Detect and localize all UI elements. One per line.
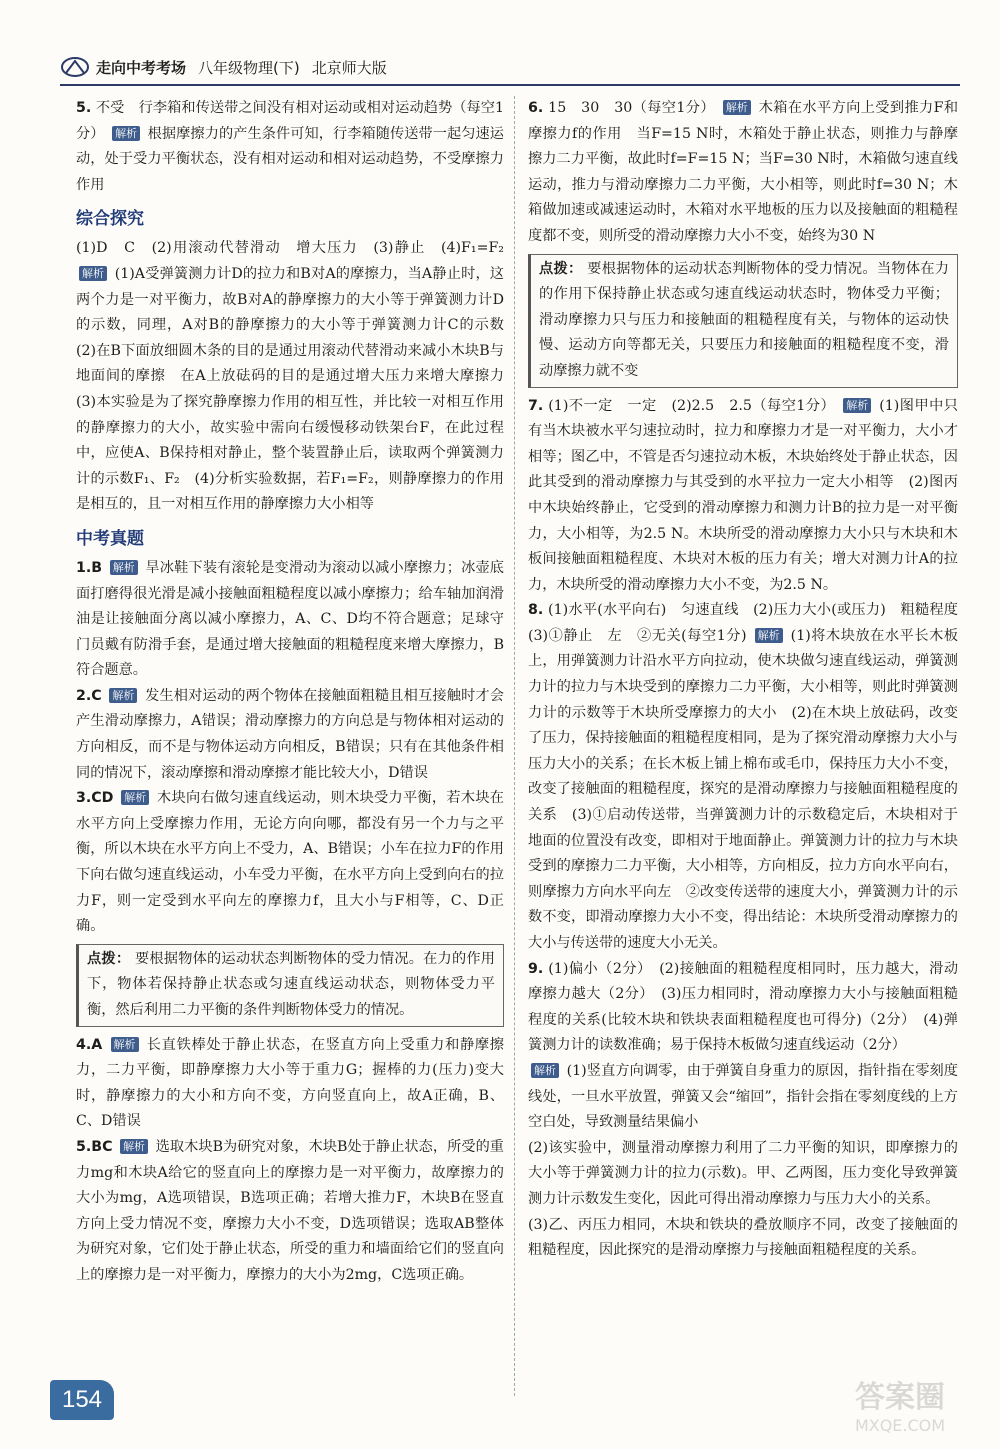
analysis-text: 长直铁棒处于静止状态，在竖直方向上受重力和静摩擦力，二力平衡，即静摩擦力大小等于重力G；握棒的力(压力)变大时，静摩擦力的大小和方向不变，方向竖直向上，故A正确，B、C、D错误 (76, 1036, 504, 1130)
answer-item-z3: 3.CD 解析 木块向右做匀速直线运动，则木块受力平衡，若木块在水平方向上受摩擦力作用，无论方向向哪，都没有另一个力与之平衡，所以木块在水平方向上不受力，A、B错误；小车在拉力F的作用下向右做匀速直线运动，小车受力平衡，在水平方向上受到向右的拉力F，则一定受到水平向左的摩擦力f，且大小与F相等，C、D正确。 (76, 790, 504, 935)
analysis-tag: 解析 (531, 1063, 559, 1078)
answer-text: (1)不一定 一定 (2)2.5 2.5（每空1分） (548, 397, 836, 414)
section-title: 综合探究 (76, 209, 144, 230)
analysis-text: 根据摩擦力的产生条件可知，行李箱随传送带一起匀速运动，处于受力平衡状态，没有相对运动和相对运动趋势，不受摩擦力作用 (76, 125, 504, 193)
tip-text: 要根据物体的运动状态判断物体的受力情况。在力的作用下，物体若保持静止状态或匀速直线运动状态，则物体受力平衡，然后利用二力平衡的条件判断物体受力的情况。 (87, 950, 495, 1018)
answer-text: 15 30 30（每空1分） (548, 100, 715, 116)
book-edition: 北京师大版 (311, 58, 387, 77)
analysis-item-9 (528, 1059, 958, 1136)
analysis-text: (1)竖直方向调零，由于弹簧自身重力的原因，指针指在零刻度线处，一旦水平放置，弹簧又会“缩回”，指针会指在零刻度线的上方空白处，导致测量结果偏小 (528, 1062, 958, 1131)
right-column (528, 96, 973, 1264)
answer-item-z1: 1.B 解析 旱冰鞋下装有滚轮是变滑动为滚动以减小摩擦力；冰壶底面打磨得很光滑是减小接触面粗糙程度以减小摩擦力；给车轴加润滑油是让接触面分离以减小摩擦力，A、C、D均不符合题意；足球守门员戴有防滑手套，是通过增大接触面的粗糙程度来增大摩擦力，B符合题意。 (76, 559, 504, 679)
watermark-url: MXQE.COM (854, 1416, 946, 1435)
book-grade: 八年级物理(下) (198, 58, 300, 77)
analysis-tag: 解析 (843, 398, 871, 413)
analysis-tag: 解析 (109, 688, 137, 703)
page-number: 154 (50, 1380, 114, 1420)
answer-item-8: 8. (1)水平(水平向右) 匀速直线 (2)压力大小(或压力) 粗糙程度 (3)①静止 左 ②无关(每空1分) 解析 (1)将木块放在水平长木板上，用弹簧测力计沿水平方向拉动，使木块做匀速直线运动，弹簧测力计的拉力与木块受到的摩擦力二力平衡，大小相等，则此时弹簧测力计的示数等于木块所受摩擦力的大小 (2)在木块上放砝码，改变了压力，保持接触面的粗糙程度相同，是为了探究滑动摩擦力大小与压力大小的关系；在长木板上铺上棉布或毛巾，保持压力大小不变，改变了接触面的粗糙程度，探究的是滑动摩擦力与接触面粗糙程度的关系 (3)①启动传送带，当弹簧测力计的示数稳定后，木块相对于地面的位置没有改变，即相对于地面静止。弹簧测力计的拉力与木块受到的摩擦力二力平衡，大小相等，方向相反，拉力方向水平向右，则摩擦力方向水平向左 ②改变传送带的速度大小，弹簧测力计的示数不变，即滑动摩擦力大小不变，得出结论：木块所受滑动摩擦力的大小与传送带的速度大小无关。 (528, 602, 973, 951)
analysis-tag: 解析 (111, 1037, 139, 1052)
answer-text: (1)水平(水平向右) 匀速直线 (2)压力大小(或压力) 粗糙程度 (3)①静止 左 ②无关(每空1分) (528, 602, 973, 644)
analysis-tag: 解析 (79, 266, 107, 281)
analysis-text: 发生相对运动的两个物体在接触面粗糙且相互接触时才会产生滑动摩擦力，A错误；滑动摩擦力的方向总是与物体相对运动的方向相反，而不是与物体运动方向相反，B错误；只有在其他条件相同的情况下，滚动摩擦和滑动摩擦才能比较大小，D错误 (76, 687, 504, 781)
tip-box (528, 254, 958, 388)
book-logo-icon (60, 55, 90, 79)
analysis-text: 木箱在水平方向上受到推力F和摩擦力f的作用 当F=15 N时，木箱处于静止状态，则推力与静摩擦力二力平衡，故此时f=F=15 N；当F=30 N时，木箱做匀速直线运动，推力与滑动摩擦力二力平衡，大小相等，则此时f=30 N；木箱做加速或减速运动时，木箱对水平地板的压力以及接触面的粗糙程度都不变，则所受的滑动摩擦力大小不变，始终为30 N (528, 100, 959, 244)
analysis-tag: 解析 (112, 126, 140, 141)
answer-text: 不受 行李箱和传送带之间没有相对运动或相对运动趋势（每空1分） (76, 100, 504, 142)
answer-item-z4: 4.A 解析 长直铁棒处于静止状态，在竖直方向上受重力和静摩擦力，二力平衡，即静摩擦力大小等于重力G；握棒的力(压力)变大时，静摩擦力的大小和方向不变，方向竖直向上，故A正确，B、C、D错误 (76, 1036, 504, 1130)
page-header (60, 52, 960, 82)
analysis-tag: 解析 (723, 100, 751, 115)
analysis-tag: 解析 (755, 628, 783, 643)
analysis-tag: 解析 (120, 1139, 148, 1154)
analysis-text: (1)A受弹簧测力计D的拉力和B对A的摩擦力，当A静止时，这两个力是一对平衡力，故B对A的静摩擦力的大小等于弹簧测力计D的示数，同理，A对B的静摩擦力的大小等于弹簧测力计C的示数 (2)在B下面放细圆木条的目的是通过用滚动代替滑动来减小木块B与地面间的摩擦 在A上放砝码的目的是通过增大压力来增大摩擦力 (3)本实验是为了探究静摩擦力作用的相互性，并比较一对相互作用的静摩擦力的大小，故实验中需向右缓慢移动铁架台F，在此过程中，应使A、B保持相对静止，整个装置静止后，读取两个弹簧测力计的示数F₁、F₂ (4)分析实验数据，若F₁=F₂，则静摩擦力的作用是相互的，且一对相互作用的静摩擦力大小相等 (76, 265, 519, 513)
tip-text: 要根据物体的运动状态判断物体的受力情况。当物体在力的作用下保持静止状态或匀速直线运动状态时，物体受力平衡；滑动摩擦力只与压力和接触面的粗糙程度有关，与物体的运动快慢、运动方向等都无关，只要压力和接触面的粗糙程度不变，滑动摩擦力就不变 (539, 260, 949, 379)
tip-label: 点拨： (87, 950, 131, 967)
answer-item-5: 5. 不受 行李箱和传送带之间没有相对运动或相对运动趋势（每空1分） 解析 根据摩擦力的产生条件可知，行李箱随传送带一起匀速运动，处于受力平衡状态，没有相对运动和相对运动趋势，不受摩擦力作用 (76, 100, 504, 193)
answer-item-z5: 5.BC 解析 选取木块B为研究对象，木块B处于静止状态，所受的重力mg和木块A给它的竖直向上的摩擦力是一对平衡力，故摩擦力的大小为mg，A选项错误，B选项正确；若增大推力F，木块B在竖直方向上受力情况不变，摩擦力大小不变，D选项错误；选取AB整体为研究对象，它们处于静止状态，所受的重力和墙面给它们的竖直向上的摩擦力是一对平衡力，摩擦力的大小为2mg，C选项正确。 (76, 1138, 504, 1283)
answer-text: (1)偏小（2分） (2)接触面的粗糙程度相同时，压力越大，滑动摩擦力越大（2分） (3)压力相同时，滑动摩擦力大小与接触面粗糙程度的关系(比较木块和铁块表面粗糙程度也可得分)（2分） (4)弹簧测力计的读数准确；易于保持木板做匀速直线运动（2分） (528, 960, 959, 1054)
book-title: 走向中考考场 (96, 58, 187, 77)
answer-item-6: 6. 15 30 30（每空1分） 解析 木箱在水平方向上受到推力F和摩擦力f的作用 当F=15 N时，木箱处于静止状态，则推力与静摩擦力二力平衡，故此时f=F=15 N；当F=30 N时，木箱做匀速直线运动，推力与滑动摩擦力二力平衡，大小相等，则此时f=30 N；木箱做加速或减速运动时，木箱对水平地板的压力以及接触面的粗糙程度都不变，则所受的滑动摩擦力大小不变，始终为30 N (528, 100, 959, 244)
answer-item-z2: 2.C 解析 发生相对运动的两个物体在接触面粗糙且相互接触时才会产生滑动摩擦力，A错误；滑动摩擦力的方向总是与物体相对运动的方向相反，而不是与物体运动方向相反，B错误；只有在其他条件相同的情况下，滚动摩擦和滑动摩擦才能比较大小，D错误 (76, 687, 504, 781)
analysis-text: 旱冰鞋下装有滚轮是变滑动为滚动以减小摩擦力；冰壶底面打磨得很光滑是减小接触面粗糙程度以减小摩擦力；给车轴加润滑油是让接触面分离以减小摩擦力，A、C、D均不符合题意；足球守门员戴有防滑手套，是通过增大接触面的粗糙程度来增大摩擦力，B符合题意。 (76, 559, 504, 679)
answer-item-7: 7. (1)不一定 一定 (2)2.5 2.5（每空1分） 解析 (1)图甲中只有当木块被水平匀速拉动时，拉力和摩擦力才是一对平衡力，大小才相等；图乙中，不管是否匀速拉动木板，木块始终处于静止状态，因此其受到的滑动摩擦力与其受到的水平拉力一定大小相等 (2)图丙中木块始终静止，它受到的滑动摩擦力和测力计B的拉力是一对平衡力，大小相等，为2.5 N。木块所受的滑动摩擦力大小只与木块和木板间接触面粗糙程度、木块对木板的压力有关；增大对测力计A的拉力，木块所受的滑动摩擦力大小不变，为2.5 N。 (528, 397, 958, 593)
analysis-text: 木块向右做匀速直线运动，则木块受力平衡，若木块在水平方向上受摩擦力作用，无论方向向哪，都没有另一个力与之平衡，所以木块在水平方向上不受力，A、B错误；小车在拉力F的作用下向右做匀速直线运动，小车受力平衡，在水平方向上受到向右的拉力F，则一定受到水平向左的摩擦力f，且大小与F相等，C、D正确。 (76, 790, 504, 935)
analysis-text: (2)该实验中，测量滑动摩擦力利用了二力平衡的知识，即摩擦力的大小等于弹簧测力计的拉力(示数)。甲、乙两图，压力变化导致弹簧测力计示数发生变化，因此可得出滑动摩擦力与压力大小的关系。 (528, 1139, 958, 1207)
section-title: 中考真题 (76, 528, 144, 549)
answer-item-9: 9. (1)偏小（2分） (2)接触面的粗糙程度相同时，压力越大，滑动摩擦力越大（2分） (3)压力相同时，滑动摩擦力大小与接触面粗糙程度的关系(比较木块和铁块表面粗糙程度也可得分)（2分） (4)弹簧测力计的读数准确；易于保持木板做匀速直线运动（2分） (528, 960, 959, 1054)
analysis-tag: 解析 (110, 560, 138, 575)
header-rule (60, 84, 960, 86)
answer-text: (1)D C (2)用滚动代替滑动 增大压力 (3)静止 (4)F₁=F₂ (76, 240, 504, 257)
analysis-text: (1)图甲中只有当木块被水平匀速拉动时，拉力和摩擦力才是一对平衡力，大小才相等；图乙中，不管是否匀速拉动木板，木块始终处于静止状态，因此其受到的滑动摩擦力与其受到的水平拉力一定大小相等 (2)图丙中木块始终静止，它受到的滑动摩擦力和测力计B的拉力是一对平衡力，大小相等，为2.5 N。木块所受的滑动摩擦力大小只与木块和木板间接触面粗糙程度、木块对木板的压力有关；增大对测力计A的拉力，木块所受的滑动摩擦力大小不变，为2.5 N。 (528, 397, 958, 593)
analysis-tag: 解析 (121, 790, 149, 805)
left-column (76, 96, 519, 1289)
analysis-text: (3)乙、丙压力相同，木块和铁块的叠放顺序不同，改变了接触面的粗糙程度，因此探究的是滑动摩擦力与接触面粗糙程度的关系。 (528, 1216, 958, 1259)
analysis-text: (1)将木块放在水平长木板上，用弹簧测力计沿水平方向拉动，使木块做匀速直线运动，弹簧测力计的拉力与木块受到的摩擦力二力平衡，大小相等，则此时弹簧测力计的示数等于木块所受摩擦力的大小 (2)在木块上放砝码，改变了压力，保持接触面的粗糙程度相同，是为了探究滑动摩擦力大小与压力大小的关系；在长木板上铺上棉布或毛巾，保持压力大小不变，改变了接触面的粗糙程度，探究的是滑动摩擦力与接触面粗糙程度的关系 (3)①启动传送带，当弹簧测力计的示数稳定后，木块相对于地面的位置没有改变，即相对于地面静止。弹簧测力计的拉力与木块受到的摩擦力二力平衡，大小相等，方向相反，拉力方向水平向右，则摩擦力方向水平向左 ②改变传送带的速度大小，弹簧测力计的示数不变，即滑动摩擦力大小不变，得出结论：木块所受滑动摩擦力的大小与传送带的速度大小无关。 (528, 627, 959, 951)
analysis-item-9-part3 (528, 1213, 958, 1264)
watermark-text: 答案圈 (855, 1380, 945, 1415)
answer-item-comprehensive (76, 236, 519, 518)
analysis-item-9-part2 (528, 1136, 958, 1213)
analysis-text: 选取木块B为研究对象，木块B处于静止状态，所受的重力mg和木块A给它的竖直向上的摩擦力是一对平衡力，故摩擦力的大小为mg，A选项错误，B选项正确；若增大推力F，木块B在竖直方向上受力情况不变，摩擦力大小不变，D选项错误；选取AB整体为研究对象，它们处于静止状态，所受的重力和墙面给它们的竖直向上的摩擦力是一对平衡力，摩擦力的大小为2mg，C选项正确。 (76, 1138, 504, 1283)
tip-label: 点拨： (539, 260, 583, 277)
column-divider (514, 96, 515, 1396)
tip-box (76, 944, 504, 1027)
watermark-logo (820, 1369, 980, 1439)
